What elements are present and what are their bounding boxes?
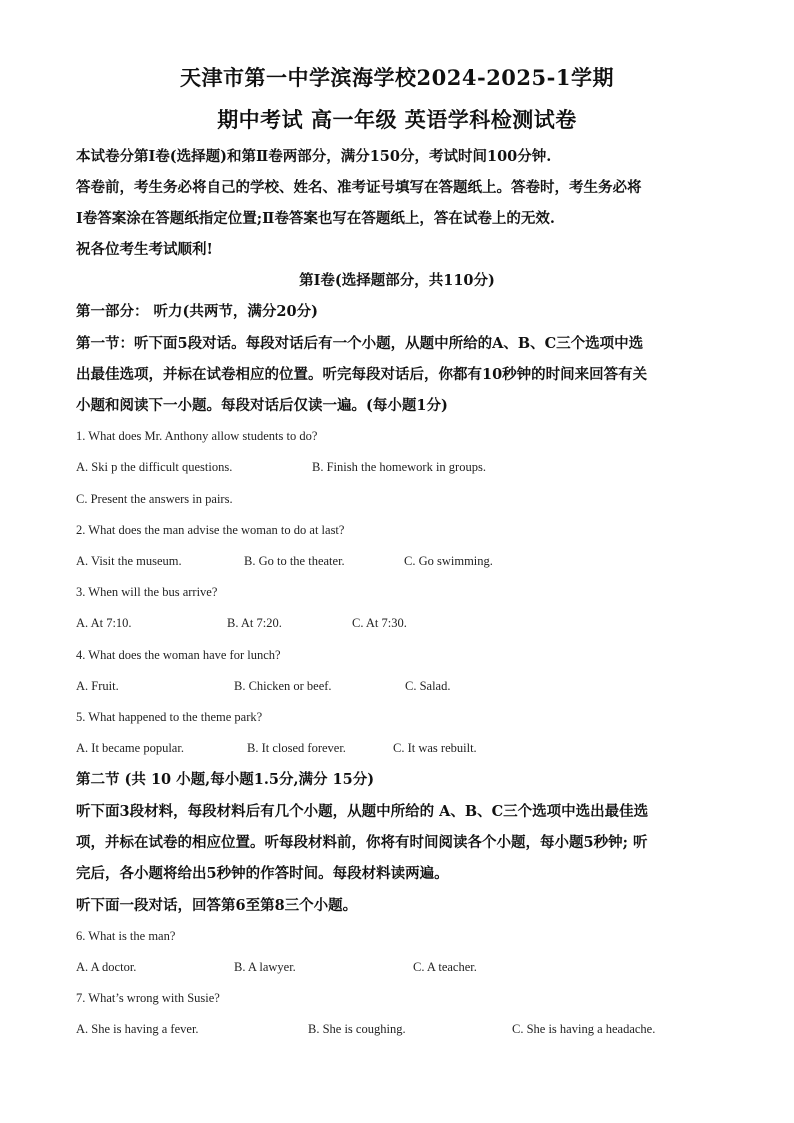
question-1-option-c: C. Present the answers in pairs. (76, 492, 233, 506)
section2-heading: 第二节 (共 10 小题,每小题1.5分,满分 15分) (76, 771, 375, 788)
question-7-option-b: B. She is coughing. (308, 1022, 406, 1036)
section1-instructions-line1: 第一节：听下面5段对话。每段对话后有一个小题，从题中所给的A、B、C三个选项中选 (76, 335, 644, 352)
intro-line-4: 祝各位考生考试顺利! (76, 241, 213, 258)
question-5-option-b: B. It closed forever. (247, 741, 346, 755)
question-2-option-c: C. Go swimming. (404, 554, 493, 568)
question-3: 3. When will the bus arrive? (76, 585, 218, 599)
section1-instructions-line3: 小题和阅读下一小题。每段对话后仅读一遍。(每小题1分) (76, 397, 448, 414)
question-2-option-b: B. Go to the theater. (244, 554, 345, 568)
question-2: 2. What does the man advise the woman to do at last? (76, 523, 345, 537)
intro-line-3: Ⅰ卷答案涂在答题纸指定位置;Ⅱ卷答案也写在答题纸上，答在试卷上的无效. (76, 210, 555, 227)
section2-instructions-line3: 完后，各小题将给出5秒钟的作答时间。每段材料读两遍。 (76, 865, 449, 882)
question-5-option-a: A. It became popular. (76, 741, 184, 755)
question-5-option-c: C. It was rebuilt. (393, 741, 477, 755)
section2-instructions-line2: 项，并标在试卷的相应位置。听每段材料前，你将有时间阅读各个小题，每小题5秒钟; 听 (76, 834, 648, 851)
question-6-option-b: B. A lawyer. (234, 960, 296, 974)
question-1: 1. What does Mr. Anthony allow students to do? (76, 429, 318, 443)
question-7: 7. What’s wrong with Susie? (76, 991, 220, 1005)
question-4-option-b: B. Chicken or beef. (234, 679, 332, 693)
section1-instructions-line2: 出最佳选项，并标在试卷相应的位置。听完每段对话后，你都有10秒钟的时间来回答有关 (76, 366, 648, 383)
question-2-option-a: A. Visit the museum. (76, 554, 182, 568)
section2-instructions-line1: 听下面3段材料，每段材料后有几个小题，从题中所给的 A、B、C三个选项中选出最佳选 (76, 803, 649, 820)
part1-heading: 第一部分： 听力(共两节，满分20分) (76, 303, 318, 320)
question-6-option-c: C. A teacher. (413, 960, 477, 974)
question-7-option-a: A. She is having a fever. (76, 1022, 199, 1036)
question-1-option-b: B. Finish the homework in groups. (312, 460, 486, 474)
question-4-option-c: C. Salad. (405, 679, 451, 693)
question-6-option-a: A. A doctor. (76, 960, 137, 974)
question-7-option-c: C. She is having a headache. (512, 1022, 656, 1036)
question-3-option-a: A. At 7:10. (76, 616, 132, 630)
exam-title-line1: 天津市第一中学滨海学校2024-2025-1学期 (180, 65, 614, 90)
question-3-option-c: C. At 7:30. (352, 616, 407, 630)
dialog-intro: 听下面一段对话，回答第6至第8三个小题。 (76, 897, 358, 914)
intro-line-1: 本试卷分第Ⅰ卷(选择题)和第Ⅱ卷两部分，满分150分，考试时间100分钟. (76, 148, 552, 165)
question-5: 5. What happened to the theme park? (76, 710, 263, 724)
question-3-option-b: B. At 7:20. (227, 616, 282, 630)
exam-title-line2: 期中考试 高一年级 英语学科检测试卷 (217, 107, 577, 132)
question-1-option-a: A. Ski p the difficult questions. (76, 460, 233, 474)
question-4-option-a: A. Fruit. (76, 679, 119, 693)
intro-line-2: 答卷前，考生务必将自己的学校、姓名、准考证号填写在答题纸上。答卷时，考生务必将 (76, 179, 642, 196)
question-6: 6. What is the man? (76, 929, 176, 943)
volume1-heading: 第Ⅰ卷(选择题部分，共110分) (299, 272, 495, 289)
question-4: 4. What does the woman have for lunch? (76, 648, 281, 662)
